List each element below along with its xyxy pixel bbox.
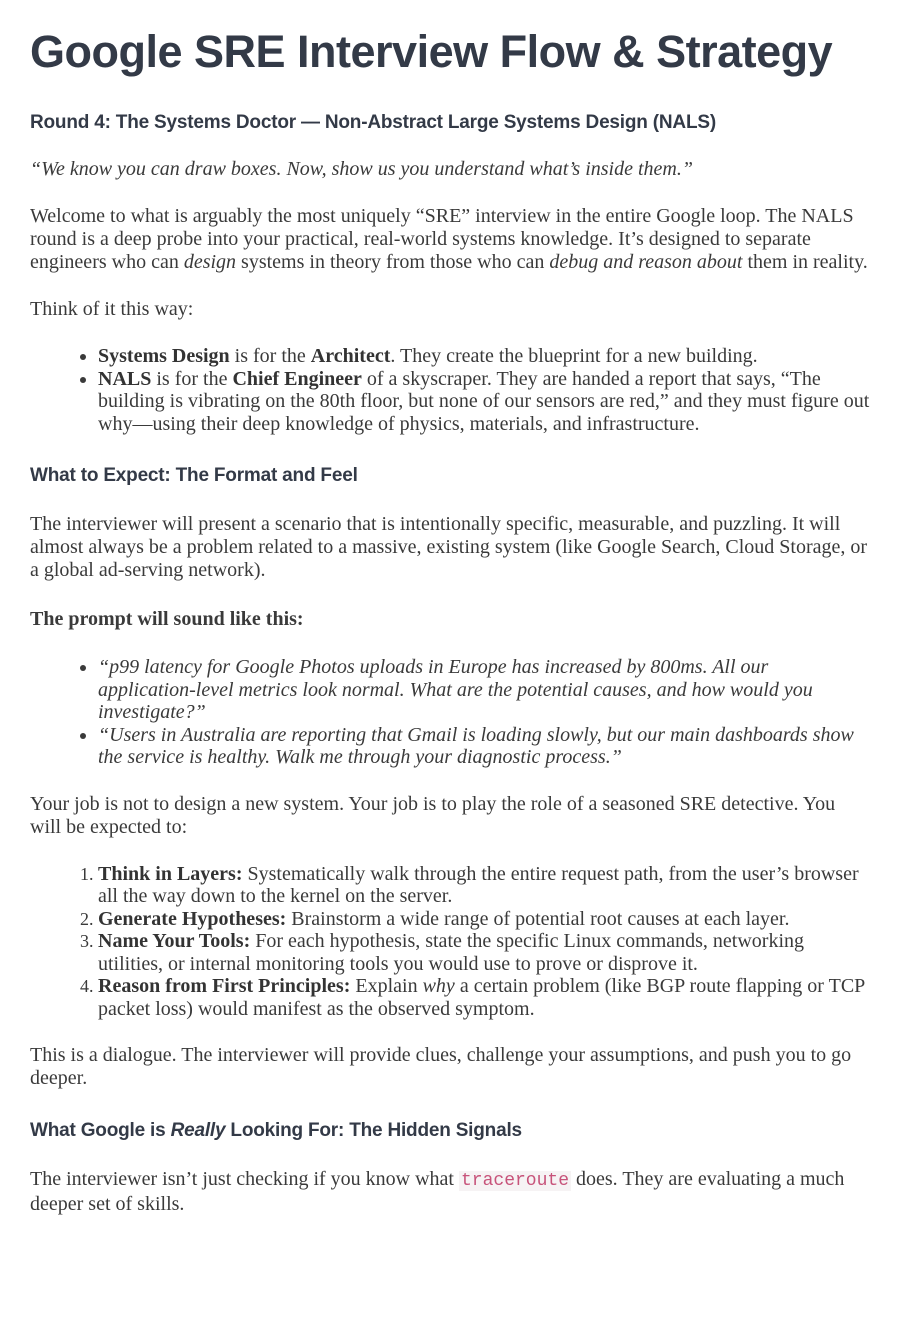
- bold: Systems Design: [98, 345, 230, 367]
- text: Brainstorm a wide range of potential root causes at each layer.: [286, 907, 790, 930]
- list-item: [98, 908, 870, 931]
- text: is for the: [151, 367, 233, 390]
- list-item: [98, 975, 870, 1020]
- job-paragraph: Your job is not to design a new system. Your job is to play the role of a seasoned SRE detective. You will be expected to:: [30, 792, 836, 838]
- list-item: • “p99 latency for Google Photos uploads in Europe has increased by 800ms. All our application-level metrics look normal. What are the potential causes, and how would you investigate?”: [98, 656, 870, 724]
- analogy-list: [30, 345, 870, 435]
- list-item: [98, 368, 870, 436]
- emphasis: design: [183, 251, 237, 273]
- emphasis: Really: [170, 1120, 226, 1141]
- dialogue-paragraph: This is a dialogue. The interviewer will provide clues, challenge your assumptions, and push you to go deeper.: [30, 1044, 852, 1089]
- text: Welcome to what is arguably the most uniquely “SRE” interview in the entire Google loop. The NALS round is a deep probe into your practical, real-world systems knowledge. It’s designed to separate engineers who can: [30, 205, 854, 273]
- intro-paragraph: [30, 205, 870, 274]
- list-item: [98, 863, 870, 908]
- list-item: • “Users in Australia are reporting that Gmail is loading slowly, but our main dashboards show the service is healthy. Walk me through your diagnostic process.”: [98, 724, 870, 769]
- bold: Chief Engineer: [232, 367, 362, 390]
- bold: Think in Layers:: [98, 862, 243, 885]
- prompt-list: [30, 656, 870, 769]
- text: For each hypothesis, state the specific Linux commands, networking utilities, or internal monitoring tools you would use to prove or disprove it.: [98, 930, 805, 975]
- text: does. They are evaluating a much deeper set of skills.: [30, 1168, 845, 1215]
- steps-list: [30, 863, 870, 1021]
- text: The interviewer isn’t just checking if you know what: [30, 1168, 459, 1190]
- bold: Generate Hypotheses:: [98, 907, 287, 930]
- text: systems in theory from those who can: [236, 251, 550, 273]
- bold: Name Your Tools:: [98, 930, 251, 952]
- bold: Architect: [310, 345, 391, 367]
- text: What Google is: [30, 1120, 171, 1141]
- text: Systematically walk through the entire request path, from the user’s browser all the way down to the kernel on the server.: [98, 862, 859, 907]
- round-heading: Round 4: The Systems Doctor — Non-Abstract Large Systems Design (NALS): [30, 112, 716, 133]
- format-paragraph: The interviewer will present a scenario that is intentionally specific, measurable, and puzzling. It will almost always be a problem related to a massive, existing system (like Google Search, Cloud Storage, or a global ad-serving network).: [30, 513, 868, 581]
- epigraph-quote: “We know you can draw boxes. Now, show us you understand what’s inside them.”: [30, 158, 693, 180]
- signals-paragraph: [30, 1168, 870, 1216]
- page-title: Google SRE Interview Flow & Strategy: [30, 26, 833, 77]
- document: [0, 22, 910, 1216]
- text: a certain problem (like BGP route flapping or TCP packet loss) would manifest as the observed symptom.: [98, 975, 865, 1020]
- emphasis: why: [422, 975, 455, 997]
- inline-code: traceroute: [460, 1171, 570, 1191]
- bold: Reason from First Principles:: [98, 975, 351, 997]
- text: is for the: [229, 345, 311, 367]
- text: Looking For: The Hidden Signals: [225, 1120, 522, 1141]
- list-item: [98, 345, 870, 368]
- emphasis: debug and reason about: [549, 251, 743, 273]
- think-intro: Think of it this way:: [30, 298, 194, 320]
- text: . They create the blueprint for a new building.: [390, 345, 758, 367]
- bold: NALS: [98, 367, 152, 390]
- list-item: [98, 930, 870, 975]
- prompt-heading: The prompt will sound like this:: [30, 608, 304, 630]
- format-heading: What to Expect: The Format and Feel: [30, 465, 358, 486]
- signals-heading: [30, 1118, 870, 1144]
- text: of a skyscraper. They are handed a report that says, “The building is vibrating on the 80th floor, but none of our sensors are red,” and they must figure out why—using their deep knowledge of physics, materials, and infrastructure.: [98, 367, 870, 435]
- text: them in reality.: [742, 251, 868, 273]
- text: Explain: [350, 975, 423, 997]
